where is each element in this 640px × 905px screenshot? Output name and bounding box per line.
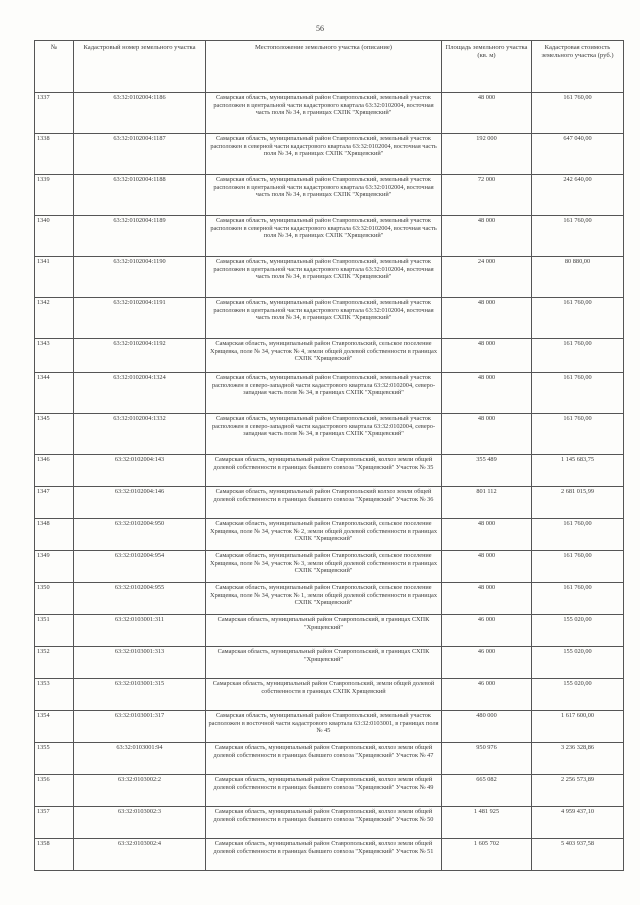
row-number: 1337 [35,93,74,134]
table-row [35,175,624,216]
area-cell: 480 000 [442,711,532,743]
cadastral-number-cell: 63:32:0102004:1324 [74,373,206,414]
cadastral-number-cell: 63:32:0102004:1192 [74,339,206,373]
row-number: 1357 [35,807,74,839]
area-cell: 46 000 [442,679,532,711]
area-cell: 48 000 [442,373,532,414]
cost-cell: 2 256 573,89 [532,775,624,807]
row-number: 1344 [35,373,74,414]
area-cell: 801 112 [442,487,532,519]
location-cell: Самарская область, муниципальный район Ставропольский, колхоз земли общей долевой собственности в границах бывшего совхоза "Хрящевский" Участок № 50 [206,807,442,839]
table-header-row [35,41,624,93]
area-cell: 192 000 [442,134,532,175]
location-cell: Самарская область, муниципальный район Ставропольский, земельный участок расположен в центральной части кадастрового квартала 63:32:0102004, восточная часть поля № 34, в границах СХПК "Хрящевский" [206,93,442,134]
area-cell: 48 000 [442,339,532,373]
location-cell: Самарская область, муниципальный район Ставропольский, колхоз земли общей долевой собственности в границах бывшего совхоза "Хрящевский" Участок № 35 [206,455,442,487]
header-cadastral-number: Кадастровый номер земельного участка [74,41,206,93]
cost-cell: 2 681 015,99 [532,487,624,519]
header-area: Площадь земельного участка (кв. м) [442,41,532,93]
row-number: 1351 [35,615,74,647]
cost-cell: 161 760,00 [532,298,624,339]
table-row [35,679,624,711]
cost-cell: 242 640,00 [532,175,624,216]
table-row [35,373,624,414]
location-cell: Самарская область, муниципальный район Ставропольский, сельское поселение Хрящевка, поле № 34, участок № 1, земли общей долевой собственности в границах СХПК "Хрящевский" [206,583,442,615]
cadastral-number-cell: 63:32:0102004:146 [74,487,206,519]
row-number: 1358 [35,839,74,871]
area-cell: 46 000 [442,647,532,679]
area-cell: 48 000 [442,519,532,551]
cost-cell: 4 959 437,10 [532,807,624,839]
location-cell: Самарская область, муниципальный район Ставропольский, земельный участок расположен в северной части кадастрового квартала 63:32:0102004, восточная часть поля № 34, в границах СХПК "Хрящевский" [206,216,442,257]
area-cell: 48 000 [442,551,532,583]
row-number: 1340 [35,216,74,257]
cost-cell: 161 760,00 [532,551,624,583]
table-row [35,257,624,298]
location-cell: Самарская область, муниципальный район Ставропольский, земли общей долевой собственности в границах СХПК Хрящевский [206,679,442,711]
row-number: 1354 [35,711,74,743]
cost-cell: 161 760,00 [532,373,624,414]
table-row [35,298,624,339]
row-number: 1345 [35,414,74,455]
table-row [35,519,624,551]
table-row [35,134,624,175]
page-number: 56 [316,24,324,33]
table-row [35,615,624,647]
location-cell: Самарская область, муниципальный район Ставропольский, сельское поселение Хрящевка, поле № 34, участок № 4, земли общей долевой собственности в границах СХПК "Хрящевский" [206,339,442,373]
location-cell: Самарская область, муниципальный район Ставропольский, колхоз земли общей долевой собственности в границах бывшего совхоза "Хрящевский" Участок № 49 [206,775,442,807]
location-cell: Самарская область, муниципальный район Ставропольский, земельный участок расположен в северной части кадастрового квартала 63:32:0102004, восточная часть поля № 34, в границах СХПК "Хрящевский" [206,134,442,175]
cadastral-number-cell: 63:32:0102004:954 [74,551,206,583]
table-row [35,807,624,839]
cost-cell: 161 760,00 [532,583,624,615]
row-number: 1343 [35,339,74,373]
header-cost: Кадастровая стоимость земельного участка (руб.) [532,41,624,93]
cadastral-number-cell: 63:32:0103001:94 [74,743,206,775]
cadastral-number-cell: 63:32:0102004:1186 [74,93,206,134]
cost-cell: 161 760,00 [532,519,624,551]
location-cell: Самарская область, муниципальный район Ставропольский, земельный участок расположен в северо-западной части кадастрового квартала 63:32:0102004, северо-западная часть поля № 34, в границах СХПК "Хрящевский" [206,414,442,455]
location-cell: Самарская область, муниципальный район Ставропольский, колхоз земли общей долевой собственности в границах бывшего совхоза "Хрящевский" Участок № 47 [206,743,442,775]
cadastral-number-cell: 63:32:0102004:950 [74,519,206,551]
cost-cell: 161 760,00 [532,339,624,373]
area-cell: 48 000 [442,583,532,615]
cadastral-number-cell: 63:32:0103002:4 [74,839,206,871]
table-row [35,551,624,583]
location-cell: Самарская область, муниципальный район Ставропольский, земельный участок расположен в северо-западной части кадастрового квартала 63:32:0102004, северо-западная часть поля № 34, в границах СХПК "Хрящевский" [206,373,442,414]
cadastral-number-cell: 63:32:0102004:1187 [74,134,206,175]
location-cell: Самарская область, муниципальный район Ставропольский, земельный участок расположен в центральной части кадастрового квартала 63:32:0102004, восточная часть поля № 34, в границах СХПК "Хрящевский" [206,257,442,298]
row-number: 1353 [35,679,74,711]
location-cell: Самарская область, муниципальный район Ставропольский, сельское поселение Хрящевка, поле № 34, участок № 2, земли общей долевой собственности в границах СХПК "Хрящевский" [206,519,442,551]
table-row [35,339,624,373]
area-cell: 1 605 702 [442,839,532,871]
table-row [35,414,624,455]
cadastral-number-cell: 63:32:0102004:1188 [74,175,206,216]
cadastral-number-cell: 63:32:0103001:315 [74,679,206,711]
cost-cell: 1 145 683,75 [532,455,624,487]
location-cell: Самарская область, муниципальный район Ставропольский колхоз земли общей долевой собственности в границах бывшего совхоза "Хрящевский" Участок № 36 [206,487,442,519]
area-cell: 950 976 [442,743,532,775]
row-number: 1352 [35,647,74,679]
area-cell: 48 000 [442,298,532,339]
row-number: 1355 [35,743,74,775]
table-row [35,583,624,615]
cost-cell: 5 403 937,58 [532,839,624,871]
cost-cell: 155 020,00 [532,615,624,647]
cost-cell: 647 040,00 [532,134,624,175]
table-row [35,743,624,775]
land-plot-table [34,40,624,871]
table-row [35,775,624,807]
cadastral-number-cell: 63:32:0103001:311 [74,615,206,647]
cadastral-number-cell: 63:32:0103002:3 [74,807,206,839]
location-cell: Самарская область, муниципальный район Ставропольский, земельный участок расположен в центральной части кадастрового квартала 63:32:0102004, восточная часть поля № 34, в границах СХПК "Хрящевский" [206,175,442,216]
row-number: 1350 [35,583,74,615]
header-num: № [35,41,74,93]
cadastral-number-cell: 63:32:0102004:1191 [74,298,206,339]
cost-cell: 161 760,00 [532,93,624,134]
area-cell: 24 000 [442,257,532,298]
table-row [35,455,624,487]
cost-cell: 161 760,00 [532,414,624,455]
cost-cell: 161 760,00 [532,216,624,257]
cadastral-number-cell: 63:32:0102004:1332 [74,414,206,455]
row-number: 1341 [35,257,74,298]
location-cell: Самарская область, муниципальный район Ставропольский, сельское поселение Хрящевка, поле № 34, участок № 3, земли общей долевой собственности в границах СХПК "Хрящевский" [206,551,442,583]
area-cell: 72 000 [442,175,532,216]
location-cell: Самарская область, муниципальный район Ставропольский, земельный участок расположен в центральной части кадастрового квартала 63:32:0102004, восточная часть поля № 34, в границах СХПК "Хрящевский" [206,298,442,339]
table-row [35,839,624,871]
row-number: 1346 [35,455,74,487]
cadastral-number-cell: 63:32:0102004:955 [74,583,206,615]
header-location: Местоположение земельного участка (описание) [206,41,442,93]
area-cell: 46 000 [442,615,532,647]
cost-cell: 155 020,00 [532,679,624,711]
location-cell: Самарская область, муниципальный район Ставропольский, в границах СХПК "Хрящевский" [206,615,442,647]
table-row [35,711,624,743]
area-cell: 665 082 [442,775,532,807]
cadastral-number-cell: 63:32:0102004:1190 [74,257,206,298]
table-row [35,487,624,519]
cadastral-number-cell: 63:32:0102004:143 [74,455,206,487]
row-number: 1338 [35,134,74,175]
location-cell: Самарская область, муниципальный район Ставропольский, в границах СХПК "Хрящевский" [206,647,442,679]
cost-cell: 80 880,00 [532,257,624,298]
cadastral-number-cell: 63:32:0103001:313 [74,647,206,679]
cadastral-number-cell: 63:32:0103002:2 [74,775,206,807]
cost-cell: 3 236 328,86 [532,743,624,775]
table-row [35,93,624,134]
cadastral-number-cell: 63:32:0103001:317 [74,711,206,743]
row-number: 1349 [35,551,74,583]
row-number: 1348 [35,519,74,551]
row-number: 1342 [35,298,74,339]
location-cell: Самарская область, муниципальный район Ставропольский, земельный участок расположен в восточной части кадастрового квартала 63:32:0103001, в границах поля № 45 [206,711,442,743]
table-row [35,647,624,679]
cost-cell: 155 020,00 [532,647,624,679]
table-body [35,93,624,871]
row-number: 1347 [35,487,74,519]
location-cell: Самарская область, муниципальный район Ставропольский, колхоз земли общей долевой собственности в границах бывшего совхоза "Хрящевский" Участок № 51 [206,839,442,871]
row-number: 1356 [35,775,74,807]
area-cell: 48 000 [442,216,532,257]
cadastral-number-cell: 63:32:0102004:1189 [74,216,206,257]
row-number: 1339 [35,175,74,216]
area-cell: 48 000 [442,93,532,134]
area-cell: 355 489 [442,455,532,487]
area-cell: 48 000 [442,414,532,455]
area-cell: 1 481 925 [442,807,532,839]
table-row [35,216,624,257]
cost-cell: 1 617 600,00 [532,711,624,743]
